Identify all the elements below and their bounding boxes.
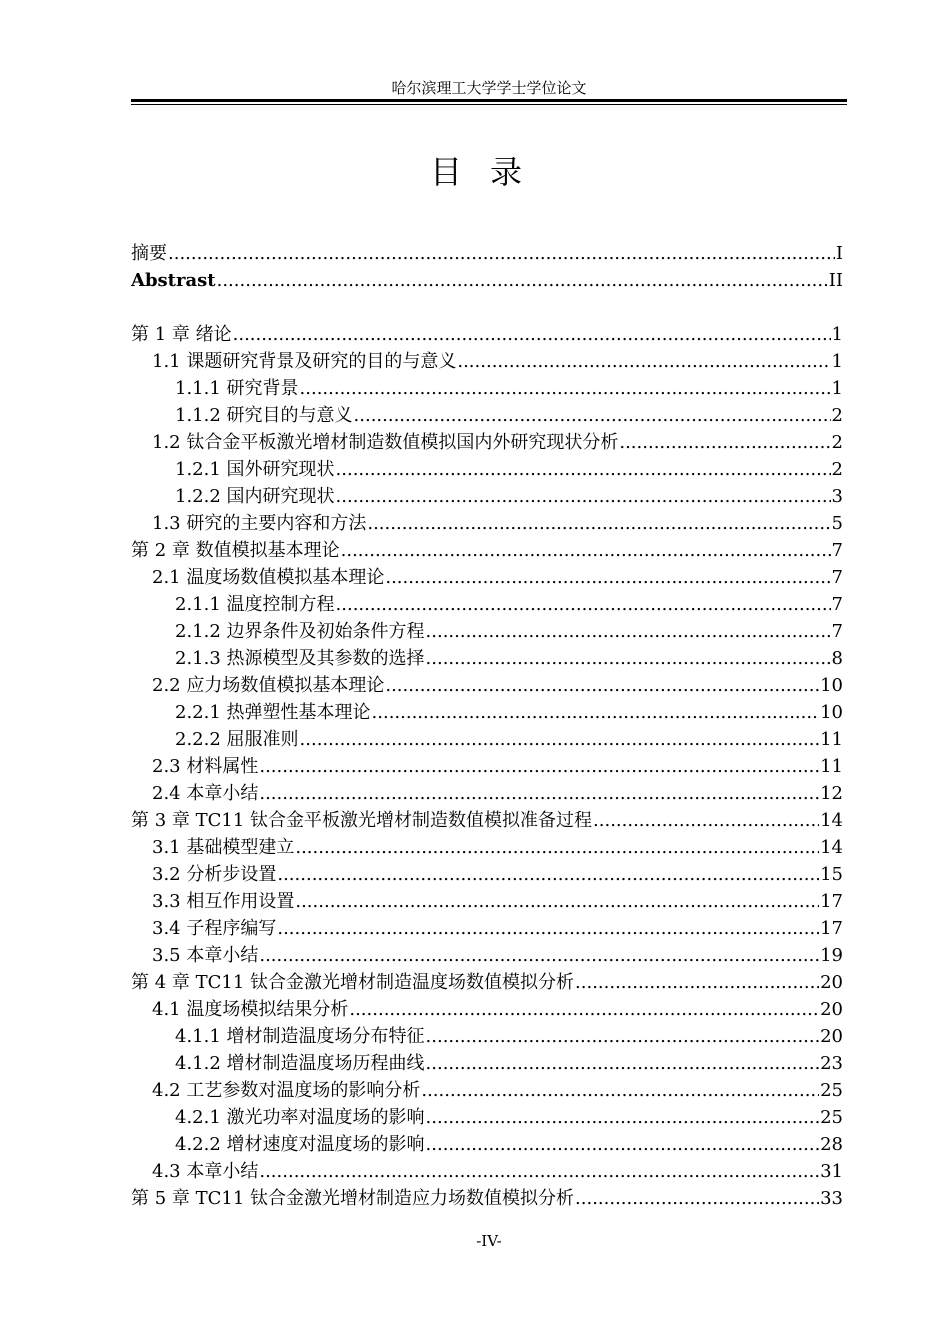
toc-entry[interactable]: [131, 915, 843, 942]
toc-entry-label: 1.2.2 国内研究现状: [175, 486, 335, 507]
toc-entry-label: 2.3 材料属性: [152, 756, 259, 777]
toc-entry-label: 第 5 章 TC11 钛合金激光增材制造应力场数值模拟分析: [131, 1188, 575, 1209]
toc-entry-label: 3.1 基础模型建立: [152, 837, 295, 858]
toc-entry[interactable]: [131, 267, 843, 294]
toc-dot-leader: [372, 699, 820, 726]
toc-entry[interactable]: [131, 1023, 843, 1050]
toc-entry-page: 31: [820, 1161, 843, 1182]
toc-dot-leader: [619, 429, 830, 456]
toc-entry-label: 2.2.2 屈服准则: [175, 729, 299, 750]
toc-entry[interactable]: [131, 969, 843, 996]
toc-entry[interactable]: [131, 807, 843, 834]
toc-dot-leader: [300, 726, 820, 753]
toc-entry-label: 4.2 工艺参数对温度场的影响分析: [152, 1080, 421, 1101]
toc-dot-leader: [168, 240, 835, 267]
running-header: 哈尔滨理工大学学士学位论文: [391, 79, 587, 97]
toc-entry-page: 11: [820, 756, 843, 777]
toc-entry-label: 3.4 子程序编写: [152, 918, 277, 939]
toc-entry[interactable]: [131, 483, 843, 510]
toc-entry-page: 11: [820, 729, 843, 750]
toc-entry[interactable]: [131, 861, 843, 888]
toc-entry-page: 10: [820, 675, 843, 696]
toc-dot-leader: [457, 348, 830, 375]
toc-dot-leader: [426, 645, 831, 672]
table-of-contents: [131, 240, 843, 1212]
toc-entry-label: 摘要: [131, 243, 167, 264]
toc-entry-label: 2.1 温度场数值模拟基本理论: [152, 567, 385, 588]
toc-entry-label: 4.2.2 增材速度对温度场的影响: [175, 1134, 425, 1155]
toc-dot-leader: [354, 402, 831, 429]
toc-entry-label: 4.2.1 激光功率对温度场的影响: [175, 1107, 425, 1128]
toc-entry[interactable]: [131, 1077, 843, 1104]
toc-dot-leader: [336, 483, 831, 510]
toc-entry[interactable]: [131, 834, 843, 861]
toc-dot-leader: [295, 834, 819, 861]
toc-entry-page: II: [828, 270, 843, 291]
toc-entry[interactable]: [131, 429, 843, 456]
toc-entry-page: 15: [820, 864, 843, 885]
toc-dot-leader: [336, 591, 831, 618]
toc-entry-label: 4.3 本章小结: [152, 1161, 259, 1182]
toc-entry-page: 7: [831, 594, 843, 615]
toc-entry-page: 2: [831, 459, 843, 480]
toc-entry-page: 20: [820, 1026, 843, 1047]
toc-entry[interactable]: [131, 375, 843, 402]
toc-entry-page: 28: [820, 1134, 843, 1155]
header-rule-thin: [131, 104, 847, 105]
toc-entry-label: 第 1 章 绪论: [131, 324, 232, 345]
toc-dot-leader: [341, 537, 831, 564]
toc-entry[interactable]: [131, 645, 843, 672]
toc-dot-leader: [295, 888, 819, 915]
toc-dot-leader: [385, 672, 819, 699]
toc-entry-label: 1.1.2 研究目的与意义: [175, 405, 353, 426]
toc-entry-page: 1: [831, 351, 843, 372]
toc-entry-page: 3: [831, 486, 843, 507]
toc-dot-leader: [426, 1050, 820, 1077]
toc-entry-page: I: [835, 243, 843, 264]
toc-entry-page: 8: [831, 648, 843, 669]
toc-dot-leader: [593, 807, 819, 834]
toc-entry[interactable]: [131, 888, 843, 915]
toc-entry-page: 12: [820, 783, 843, 804]
toc-entry-page: 23: [820, 1053, 843, 1074]
toc-dot-leader: [349, 996, 819, 1023]
toc-entry[interactable]: [131, 1050, 843, 1077]
toc-dot-leader: [575, 1185, 819, 1212]
toc-entry[interactable]: [131, 996, 843, 1023]
toc-entry-label: 1.2 钛合金平板激光增材制造数值模拟国内外研究现状分析: [152, 432, 619, 453]
toc-entry[interactable]: [131, 1104, 843, 1131]
toc-entry-label: 4.1.2 增材制造温度场历程曲线: [175, 1053, 425, 1074]
toc-entry[interactable]: [131, 942, 843, 969]
toc-dot-leader: [259, 780, 819, 807]
toc-entry[interactable]: [131, 726, 843, 753]
toc-dot-leader: [277, 861, 819, 888]
toc-entry[interactable]: [131, 1131, 843, 1158]
toc-entry-label: 2.2.1 热弹塑性基本理论: [175, 702, 371, 723]
toc-dot-leader: [259, 942, 819, 969]
toc-entry-label: Abstrast: [131, 270, 216, 291]
toc-entry-page: 19: [820, 945, 843, 966]
toc-entry[interactable]: [131, 402, 843, 429]
toc-entry-page: 7: [831, 621, 843, 642]
toc-entry-label: 第 3 章 TC11 钛合金平板激光增材制造数值模拟准备过程: [131, 810, 593, 831]
toc-entry-page: 20: [820, 972, 843, 993]
toc-entry-page: 33: [820, 1188, 843, 1209]
toc-entry[interactable]: [131, 618, 843, 645]
toc-dot-leader: [300, 375, 831, 402]
toc-entry[interactable]: [131, 537, 843, 564]
toc-entry-label: 2.2 应力场数值模拟基本理论: [152, 675, 385, 696]
toc-entry-label: 1.3 研究的主要内容和方法: [152, 513, 367, 534]
toc-entry-page: 2: [831, 405, 843, 426]
toc-entry[interactable]: [131, 699, 843, 726]
toc-entry-label: 1.1.1 研究背景: [175, 378, 299, 399]
toc-entry-label: 第 4 章 TC11 钛合金激光增材制造温度场数值模拟分析: [131, 972, 575, 993]
toc-entry[interactable]: [131, 510, 843, 537]
toc-dot-leader: [277, 915, 819, 942]
toc-entry[interactable]: [131, 321, 843, 348]
toc-dot-leader: [426, 618, 831, 645]
toc-dot-leader: [385, 564, 830, 591]
toc-entry[interactable]: [131, 780, 843, 807]
page-number: -IV-: [476, 1232, 502, 1250]
toc-entry-label: 2.4 本章小结: [152, 783, 259, 804]
toc-entry-page: 25: [820, 1107, 843, 1128]
toc-entry[interactable]: [131, 564, 843, 591]
toc-entry-page: 7: [831, 540, 843, 561]
toc-entry[interactable]: [131, 456, 843, 483]
toc-entry-page: 10: [820, 702, 843, 723]
toc-entry-label: 2.1.2 边界条件及初始条件方程: [175, 621, 425, 642]
toc-entry-label: 1.2.1 国外研究现状: [175, 459, 335, 480]
toc-entry-label: 3.3 相互作用设置: [152, 891, 295, 912]
toc-entry[interactable]: [131, 591, 843, 618]
toc-entry-page: 2: [831, 432, 843, 453]
toc-entry[interactable]: [131, 672, 843, 699]
toc-entry[interactable]: [131, 348, 843, 375]
toc-entry-label: 1.1 课题研究背景及研究的目的与意义: [152, 351, 457, 372]
toc-entry[interactable]: [131, 1185, 843, 1212]
toc-entry-page: 17: [820, 918, 843, 939]
toc-title: 目录: [429, 153, 550, 191]
toc-dot-leader: [336, 456, 831, 483]
toc-entry-label: 第 2 章 数值模拟基本理论: [131, 540, 340, 561]
toc-entry-label: 3.2 分析步设置: [152, 864, 277, 885]
toc-dot-leader: [575, 969, 819, 996]
toc-dot-leader: [259, 753, 819, 780]
toc-entry-page: 17: [820, 891, 843, 912]
toc-dot-leader: [217, 267, 828, 294]
toc-entry-label: 4.1.1 增材制造温度场分布特征: [175, 1026, 425, 1047]
toc-entry-page: 25: [820, 1080, 843, 1101]
toc-dot-leader: [426, 1131, 820, 1158]
toc-entry-page: 7: [831, 567, 843, 588]
toc-entry[interactable]: [131, 1158, 843, 1185]
toc-entry[interactable]: [131, 753, 843, 780]
toc-entry-page: 1: [831, 324, 843, 345]
toc-dot-leader: [233, 321, 831, 348]
toc-dot-leader: [426, 1104, 820, 1131]
toc-dot-leader: [367, 510, 830, 537]
toc-entry-page: 5: [831, 513, 843, 534]
toc-entry-page: 14: [820, 810, 843, 831]
toc-entry-label: 2.1.3 热源模型及其参数的选择: [175, 648, 425, 669]
header-rule-thick: [131, 99, 847, 102]
toc-dot-leader: [421, 1077, 819, 1104]
toc-dot-leader: [426, 1023, 820, 1050]
toc-entry-page: 20: [820, 999, 843, 1020]
toc-entry-label: 4.1 温度场模拟结果分析: [152, 999, 349, 1020]
toc-entry-label: 3.5 本章小结: [152, 945, 259, 966]
toc-entry-page: 14: [820, 837, 843, 858]
toc-entry[interactable]: [131, 240, 843, 267]
toc-entry-label: 2.1.1 温度控制方程: [175, 594, 335, 615]
toc-entry-page: 1: [831, 378, 843, 399]
toc-dot-leader: [259, 1158, 819, 1185]
